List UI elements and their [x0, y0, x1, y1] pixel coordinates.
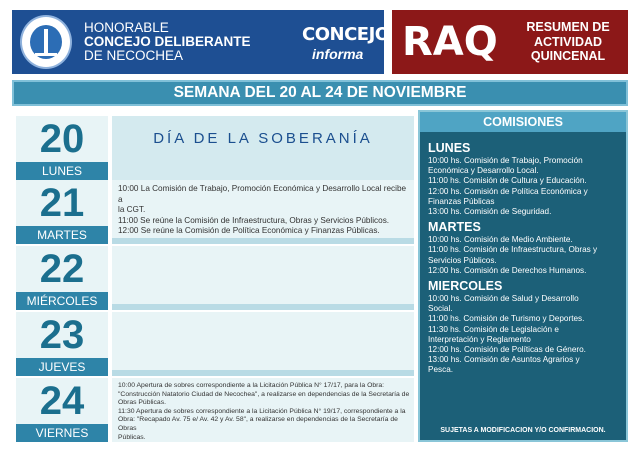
activity-text: 10:00 Apertura de sobres correspondiente a la Licitación Pública N° 17/17, para la Obra: "Construcción Natatorio Ciudad de Necochea", a realizarse en dependencias de la Secretaría de Obras Públicas. 11:30 Apertura de sobres correspondiente a la Licitación Pública N° 19/17, correspondiente a la Obra: "Recapado Av. 75 e/ Av. 42 y Av. 58", a realizarse en dependencias de la Secretaría de Obras Públicas. — [118, 382, 410, 441]
comisiones-day: MARTES — [428, 220, 481, 235]
activity-23 — [112, 312, 414, 376]
day-name: JUEVES — [16, 358, 108, 376]
day-card-23 — [16, 312, 108, 376]
activity-footer-bar — [112, 370, 414, 376]
day-name: VIERNES — [16, 424, 108, 442]
day-card-21 — [16, 180, 108, 244]
day-card-24 — [16, 378, 108, 442]
comisiones-day: MIERCOLES — [428, 279, 503, 294]
comision-line: 11:00 hs. Comisión de Cultura y Educación. — [428, 176, 587, 186]
comision-line: 10:00 hs. Comisión de Medio Ambiente. — [428, 235, 573, 245]
comision-line: 13:00 hs. Comisión de Asuntos Agrarios y — [428, 355, 580, 365]
activity-21 — [112, 180, 414, 244]
header-org-block — [12, 10, 390, 74]
concejo-logo-title: CONCEJO — [302, 24, 390, 45]
comisiones-panel — [418, 110, 628, 442]
org-name: HONORABLE CONCEJO DELIBERANTE DE NECOCHEA — [84, 20, 251, 63]
day-number: 24 — [39, 379, 85, 423]
comision-line: 10:00 hs. Comisión de Salud y Desarrollo — [428, 294, 579, 304]
activity-text: 10:00 La Comisión de Trabajo, Promoción Económica y Desarrollo Local recibe a la CGT. 11:00 Se reúne la Comisión de Infraestructura, Obras y Servicios Públicos. 12:00 Se reúne la Comisión de Política Económica y Finanzas Públicas. — [118, 184, 407, 235]
comision-line: Interpretación y Reglamento — [428, 334, 531, 344]
comision-line: 13:00 hs. Comisión de Seguridad. — [428, 207, 552, 217]
summary-title: RESUMEN DE ACTIVIDAD QUINCENAL — [526, 20, 610, 63]
comision-line: 12:00 hs. Comisión de Política Económica y — [428, 186, 588, 196]
comisiones-list — [428, 138, 622, 376]
comision-line: Finanzas Públicas — [428, 196, 495, 206]
activity-24 — [112, 378, 414, 442]
day-card-20 — [16, 116, 108, 180]
day-number: 22 — [39, 247, 85, 291]
comision-line: 11:00 hs. Comisión de Turismo y Deportes. — [428, 314, 585, 324]
comisiones-title: COMISIONES — [420, 112, 626, 132]
activity-20 — [112, 116, 414, 180]
week-banner: SEMANA DEL 20 AL 24 DE NOVIEMBRE — [12, 80, 628, 106]
comision-line: 12:00 hs. Comisión de Políticas de Género. — [428, 345, 586, 355]
comisiones-note: SUJETAS A MODIFICACION Y/O CONFIRMACION. — [440, 427, 606, 434]
day-card-22 — [16, 246, 108, 310]
concejo-logo-subtitle: informa — [312, 46, 364, 62]
raq-title: RAQ — [402, 19, 498, 65]
comision-line: 11:00 hs. Comisión de Infraestructura, Obras y — [428, 245, 598, 255]
comision-line: 12:00 hs. Comisión de Derechos Humanos. — [428, 265, 587, 275]
activity-footer-bar — [112, 304, 414, 310]
comisiones-day: LUNES — [428, 141, 471, 155]
activity-22 — [112, 246, 414, 310]
comision-line: Económica y Desarrollo Local. — [428, 166, 539, 176]
day-number: 20 — [39, 117, 85, 161]
day-number: 23 — [39, 313, 85, 357]
day-number: 21 — [39, 181, 85, 225]
comision-line: Servicios Públicos. — [428, 255, 497, 265]
comision-line: Pesca. — [428, 365, 454, 375]
header-raq-block — [392, 10, 628, 74]
day-name: LUNES — [16, 162, 108, 180]
council-seal-icon — [20, 15, 72, 69]
comision-line: 10:00 hs. Comisión de Trabajo, Promoción — [428, 156, 583, 165]
comision-line: 11:30 hs. Comisión de Legislación e — [428, 324, 559, 334]
comision-line: Social. — [428, 304, 453, 314]
activity-title: DÍA DE LA SOBERANÍA — [153, 130, 373, 147]
activity-footer-bar — [112, 238, 414, 244]
day-name: MARTES — [16, 226, 108, 244]
day-name: MIÉRCOLES — [16, 292, 108, 310]
